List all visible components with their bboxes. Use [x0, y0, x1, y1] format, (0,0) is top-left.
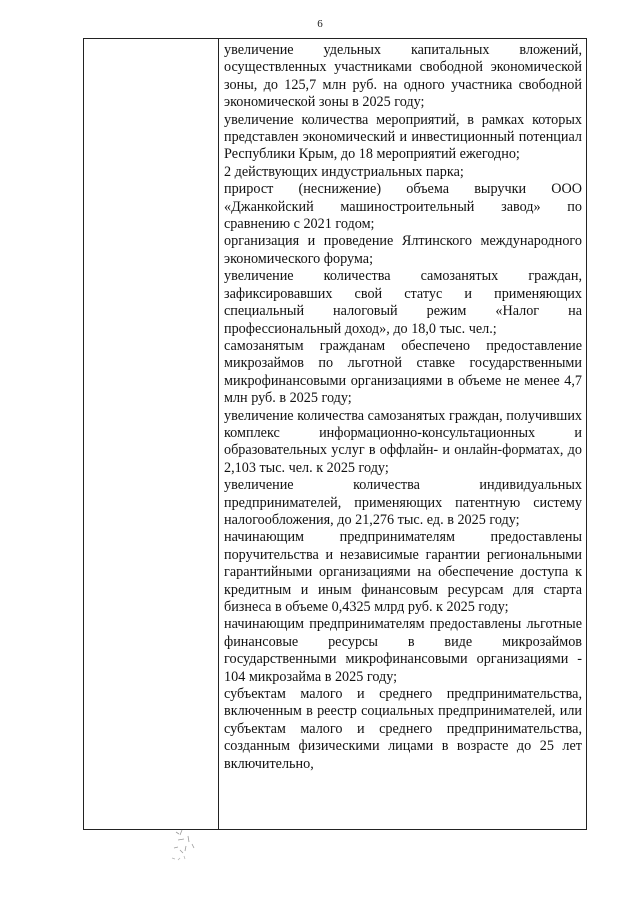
paragraph: увеличение количества индивидуальных предпринимателей, применяющих патентную систему налогообложения, до 21,276 тыс. ед. в 2025 году;	[224, 477, 582, 528]
paragraph: начинающим предпринимателям предоставлены поручительства и независимые гарантии региональными гарантийными организациями на обеспечение доступа к кредитным и иным финансовым ресурсам для старта бизнеса в объеме 0,4325 млрд руб. к 2025 году;	[224, 529, 582, 615]
page-number: 6	[317, 18, 323, 30]
table-cell-content	[224, 42, 582, 773]
paragraph: начинающим предпринимателям предоставлены льготные финансовые ресурсы в виде микрозаймов государственными микрофинансовыми организациями - 104 микрозайма в 2025 году;	[224, 616, 582, 685]
paragraph: увеличение удельных капитальных вложений, осуществленных участниками свободной экономической зоны, до 125,7 млн руб. на одного участника свободной экономической зоны в 2025 году;	[224, 42, 582, 111]
paragraph: прирост (неснижение) объема выручки ООО «Джанкойский машиностроительный завод» по сравнению с 2021 годом;	[224, 181, 582, 233]
paragraph: увеличение количества самозанятых граждан, получивших комплекс информационно-консультационных и образовательных услуг в оффлайн- и онлайн-форматах, до 2,103 тыс. чел. к 2025 году;	[224, 407, 582, 476]
paragraph: субъектам малого и среднего предпринимательства, включенным в реестр социальных предпринимателей, или субъектам малого и среднего предпринимательства, созданным физическими лицами в возрасте до 25 лет включительно,	[224, 686, 582, 772]
paragraph: 2 действующих индустриальных парка;	[224, 163, 464, 180]
paragraph: организация и проведение Ялтинского международного экономического форума;	[224, 233, 582, 267]
signature-mark	[168, 826, 228, 876]
table-column-divider	[218, 38, 219, 830]
paragraph: увеличение количества самозанятых граждан, зафиксировавших свой статус и применяющих специальный налоговый режим «Налог на профессиональный доход», до 18,0 тыс. чел.;	[224, 268, 582, 337]
paragraph: самозанятым гражданам обеспечено предоставление микрозаймов по льготной ставке государственными микрофинансовыми организациями в объеме не менее 4,7 млн руб. в 2025 году;	[224, 337, 582, 407]
paragraph: увеличение количества мероприятий, в рамках которых представлен экономический и инвестиционный потенциал Республики Крым, до 18 мероприятий ежегодно;	[224, 111, 582, 163]
